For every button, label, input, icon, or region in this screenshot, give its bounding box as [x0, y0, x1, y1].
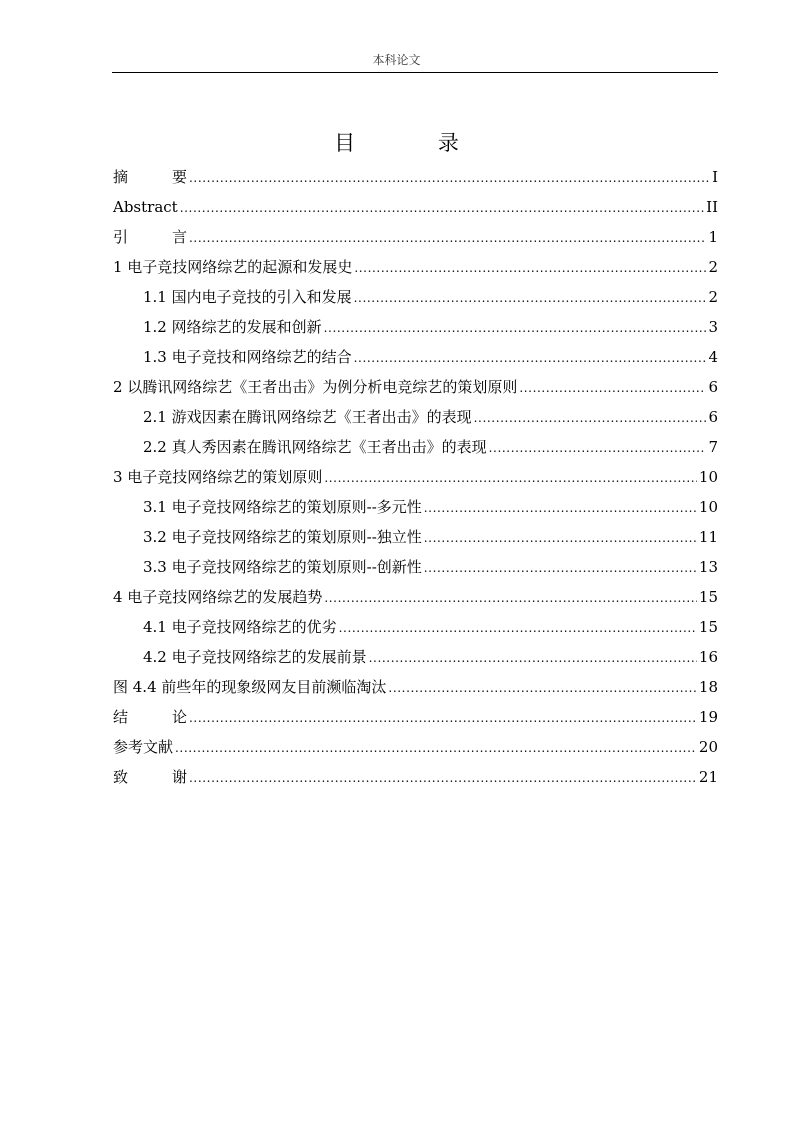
toc-entry[interactable]: [113, 732, 718, 762]
toc-dot-leader: [189, 222, 706, 252]
toc-entry-label: 2.2 真人秀因素在腾讯网络综艺《王者出击》的表现: [143, 438, 487, 456]
toc-dot-leader: [180, 192, 704, 222]
toc-entry-label: 结论: [113, 708, 232, 726]
toc-dot-leader: [354, 282, 707, 312]
toc-title: 目 录: [334, 131, 497, 155]
toc-dot-leader: [489, 432, 707, 462]
toc-dot-leader: [189, 762, 697, 792]
toc-dot-leader: [189, 162, 710, 192]
toc-dot-leader: [388, 672, 697, 702]
toc-entry-label: 2 以腾讯网络综艺《王者出击》为例分析电竞综艺的策划原则: [113, 378, 518, 396]
toc-entry-page-number: 16: [698, 648, 718, 666]
toc-entry[interactable]: [113, 672, 718, 702]
toc-entry[interactable]: [113, 342, 718, 372]
toc-dot-leader: [175, 732, 697, 762]
toc-entry-label: 1.1 国内电子竞技的引入和发展: [143, 288, 352, 306]
toc-entry-label: 4 电子竞技网络综艺的发展趋势: [113, 588, 323, 606]
toc-entry-page-number: II: [706, 198, 718, 216]
toc-entry-page-number: 1: [708, 228, 718, 246]
toc-entry-label: 4.1 电子竞技网络综艺的优劣: [143, 618, 337, 636]
toc-entry[interactable]: [113, 312, 718, 342]
toc-entry[interactable]: [113, 522, 718, 552]
toc-entry-label: 致谢: [113, 768, 232, 786]
toc-dot-leader: [424, 522, 697, 552]
toc-entry-page-number: 6: [708, 378, 718, 396]
toc-entry-page-number: 3: [708, 318, 718, 336]
page-header-title: 本科论文: [372, 53, 421, 67]
toc-entry[interactable]: [113, 402, 718, 432]
toc-dot-leader: [354, 342, 707, 372]
toc-entry[interactable]: [113, 192, 718, 222]
toc-entry-page-number: 2: [708, 258, 718, 276]
toc-dot-leader: [339, 612, 697, 642]
toc-entry-label: 2.1 游戏因素在腾讯网络综艺《王者出击》的表现: [143, 408, 472, 426]
toc-entry-page-number: 6: [708, 408, 718, 426]
toc-entry[interactable]: [113, 252, 718, 282]
toc-entry[interactable]: [113, 492, 718, 522]
toc-dot-leader: [189, 702, 697, 732]
toc-entry[interactable]: [113, 642, 718, 672]
toc-entry-label: 参考文献: [113, 738, 174, 756]
toc-dot-leader: [324, 582, 697, 612]
toc-entry-page-number: 11: [698, 528, 718, 546]
toc-entry-page-number: I: [712, 168, 718, 186]
toc-dot-leader: [324, 462, 697, 492]
toc-entry[interactable]: [113, 582, 718, 612]
toc-entry-page-number: 21: [698, 768, 718, 786]
toc-entry[interactable]: [113, 162, 718, 192]
toc-entry-label: 4.2 电子竞技网络综艺的发展前景: [143, 648, 367, 666]
toc-entry-label: 1.3 电子竞技和网络综艺的结合: [143, 348, 352, 366]
toc-entry[interactable]: [113, 282, 718, 312]
toc-entry[interactable]: [113, 462, 718, 492]
toc-dot-leader: [354, 252, 706, 282]
toc-entry-page-number: 10: [698, 468, 718, 486]
toc-entry[interactable]: [113, 702, 718, 732]
toc-dot-leader: [424, 552, 697, 582]
toc-entry-label: 3.2 电子竞技网络综艺的策划原则--独立性: [143, 528, 422, 546]
toc-entry-page-number: 7: [708, 438, 718, 456]
table-of-contents: [113, 162, 718, 792]
toc-entry-page-number: 4: [708, 348, 718, 366]
toc-entry-page-number: 10: [698, 498, 718, 516]
toc-entry-label: 3.3 电子竞技网络综艺的策划原则--创新性: [143, 558, 422, 576]
toc-entry-page-number: 18: [698, 678, 718, 696]
toc-dot-leader: [519, 372, 706, 402]
toc-entry-label: 引言: [113, 228, 232, 246]
toc-dot-leader: [369, 642, 697, 672]
toc-entry-page-number: 20: [698, 738, 718, 756]
toc-entry-page-number: 13: [698, 558, 718, 576]
toc-entry-label: 3 电子竞技网络综艺的策划原则: [113, 468, 323, 486]
toc-entry[interactable]: [113, 552, 718, 582]
toc-dot-leader: [324, 312, 707, 342]
toc-dot-leader: [474, 402, 707, 432]
toc-entry[interactable]: [113, 372, 718, 402]
toc-entry[interactable]: [113, 612, 718, 642]
toc-entry[interactable]: [113, 432, 718, 462]
toc-entry-label: 1.2 网络综艺的发展和创新: [143, 318, 322, 336]
toc-entry-label: 1 电子竞技网络综艺的起源和发展史: [113, 258, 353, 276]
header-divider: [112, 72, 718, 73]
toc-entry[interactable]: [113, 762, 718, 792]
toc-entry-label: 摘要: [113, 168, 232, 186]
toc-entry[interactable]: [113, 222, 718, 252]
toc-entry-page-number: 15: [698, 588, 718, 606]
toc-entry-label: 3.1 电子竞技网络综艺的策划原则--多元性: [143, 498, 422, 516]
toc-entry-page-number: 19: [698, 708, 718, 726]
toc-dot-leader: [424, 492, 697, 522]
toc-entry-label: 图 4.4 前些年的现象级网友目前濒临淘汰: [113, 678, 387, 696]
toc-entry-page-number: 2: [708, 288, 718, 306]
toc-entry-page-number: 15: [698, 618, 718, 636]
toc-entry-label: Abstract: [113, 198, 178, 216]
